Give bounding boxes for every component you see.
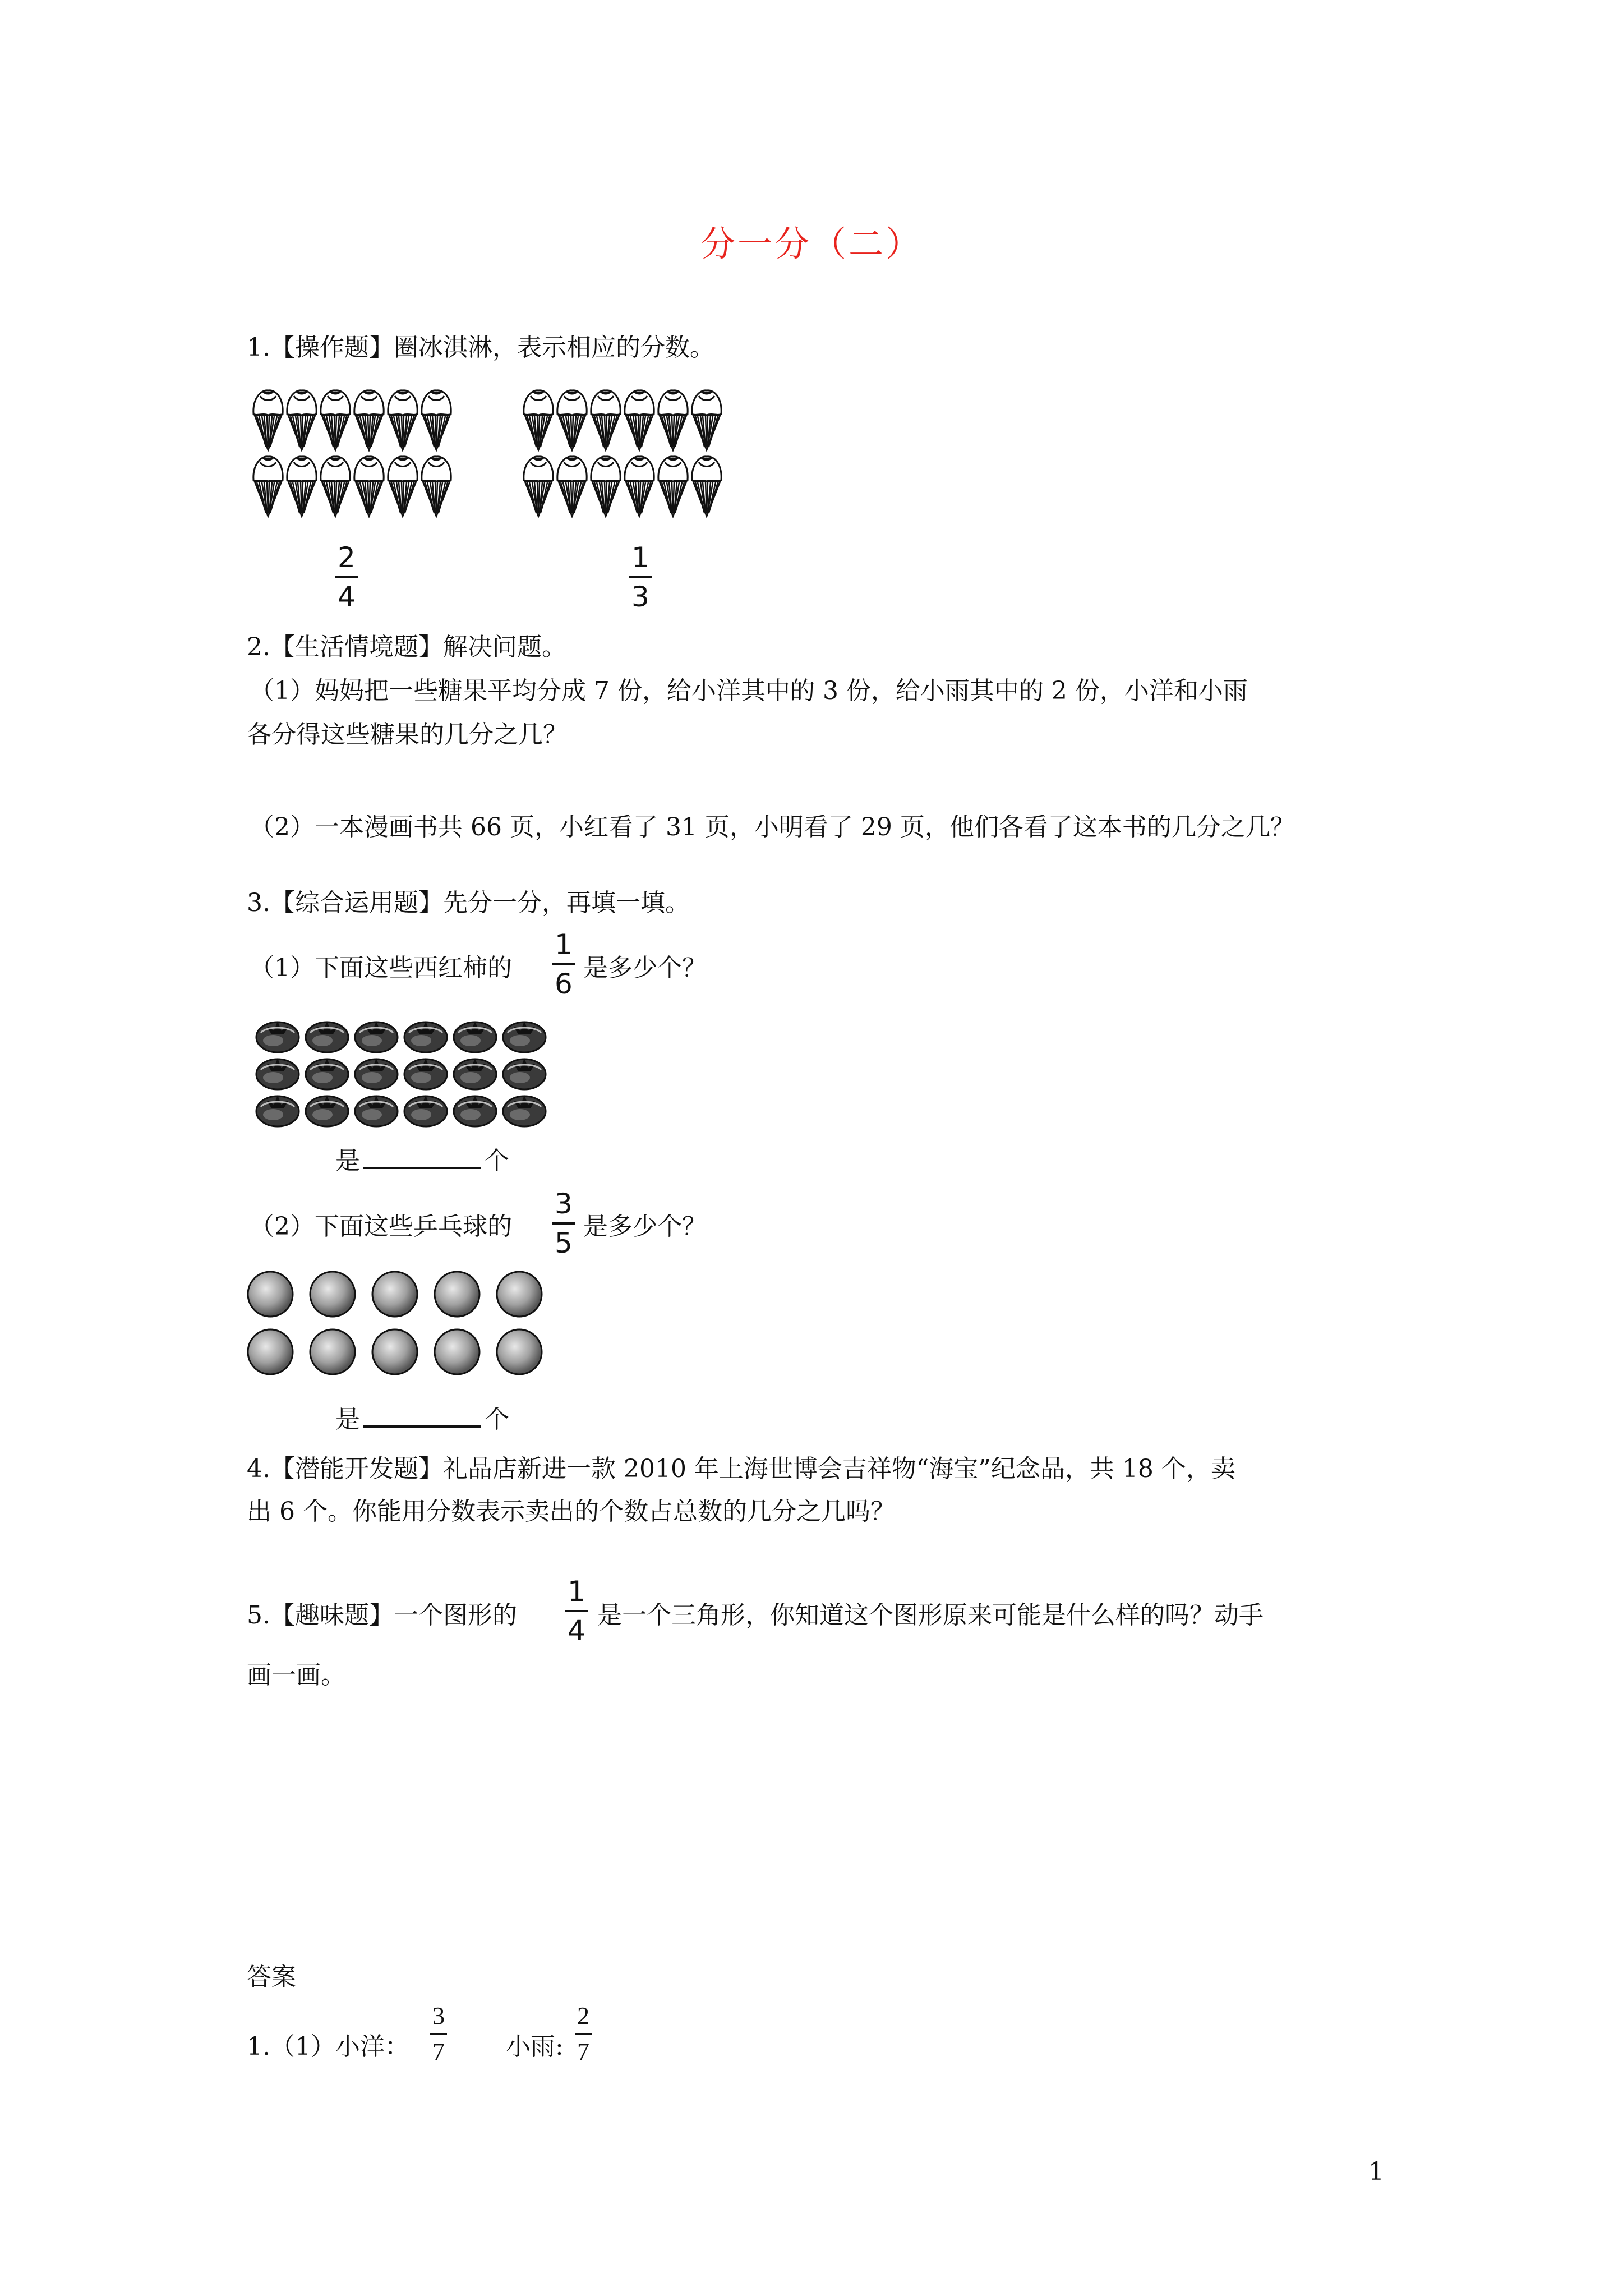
ice-cream-cone-icon xyxy=(692,457,721,516)
ice-cream-group-b xyxy=(522,387,735,522)
ice-cream-cone-icon xyxy=(253,457,283,516)
fraction-denominator: 4 xyxy=(338,581,356,613)
page-title: 分一分（二） xyxy=(700,223,923,264)
tomato-icon xyxy=(404,1022,447,1052)
answer-line-ping-pong xyxy=(335,1401,509,1438)
answers-heading: 答案 xyxy=(247,1963,296,1991)
fraction-numerator: 1 xyxy=(568,1575,585,1608)
ice-cream-cone-icon xyxy=(524,390,553,450)
ice-cream-cone-icon xyxy=(625,457,654,516)
question-5-before: 5.【趣味题】一个图形的 xyxy=(247,1601,517,1630)
ice-cream-cone-icon xyxy=(658,390,688,450)
answer-blank[interactable] xyxy=(363,1401,481,1428)
answer-prefix: 是 xyxy=(335,1405,360,1434)
tomato-icon xyxy=(355,1096,398,1126)
ping-pong-ball-icon xyxy=(310,1272,355,1317)
ice-cream-group-a xyxy=(251,387,464,522)
fraction-one-fourth xyxy=(565,1575,588,1647)
question-2-text: 2.【生活情境题】解决问题。 xyxy=(247,633,566,661)
tomato-icon xyxy=(503,1096,546,1126)
ice-cream-cone-icon xyxy=(591,457,620,516)
tomato-icon xyxy=(306,1096,348,1126)
ice-cream-cone-icon xyxy=(557,390,587,450)
question-3-text: 3.【综合运用题】先分一分，再填一填。 xyxy=(247,889,690,917)
fraction-denominator: 6 xyxy=(555,968,573,1000)
ice-cream-cone-icon xyxy=(692,390,721,450)
ice-cream-cone-icon xyxy=(388,390,417,450)
question-4-line2: 出 6 个。你能用分数表示卖出的个数占总数的几分之几吗？ xyxy=(247,1497,895,1526)
ice-cream-cone-icon xyxy=(422,390,451,450)
ice-cream-cone-icon xyxy=(524,457,553,516)
ice-cream-cone-icon xyxy=(321,390,350,450)
tomato-icon xyxy=(503,1059,546,1089)
question-5-line2: 画一画。 xyxy=(247,1661,345,1690)
question-1-text: 1.【操作题】圈冰淇淋，表示相应的分数。 xyxy=(247,333,714,362)
question-3-part2-after: 是多少个？ xyxy=(583,1212,707,1241)
tomato-icon xyxy=(404,1096,447,1126)
ice-cream-cone-icon xyxy=(557,457,587,516)
tomato-icon xyxy=(454,1022,496,1052)
ice-cream-cone-icon xyxy=(321,457,350,516)
answer-blank[interactable] xyxy=(363,1142,481,1169)
ice-cream-cone-icon xyxy=(253,390,283,450)
fraction-numerator: 1 xyxy=(555,928,573,961)
ping-pong-ball-icon xyxy=(372,1272,417,1317)
tomato-icon xyxy=(503,1022,546,1052)
ice-cream-cone-icon xyxy=(287,390,316,450)
tomato-icon xyxy=(355,1059,398,1089)
ping-pong-ball-icon xyxy=(248,1272,293,1317)
tomato-icon xyxy=(454,1096,496,1126)
fraction-denominator: 3 xyxy=(631,581,649,613)
fraction-numerator: 2 xyxy=(577,2002,589,2030)
question-3-part1-after: 是多少个？ xyxy=(583,954,707,982)
ping-pong-ball-icon xyxy=(497,1329,542,1374)
question-2-part1-line1: （1）妈妈把一些糖果平均分成 7 份，给小洋其中的 3 份，给小雨其中的 2 份，小洋和小雨 xyxy=(250,677,1248,705)
tomato-icon xyxy=(454,1059,496,1089)
tomato-icon xyxy=(306,1059,348,1089)
fraction-denominator: 4 xyxy=(568,1614,585,1647)
question-5-after: 是一个三角形，你知道这个图形原来可能是什么样的吗？动手 xyxy=(597,1601,1264,1630)
question-3-part1-before: （1）下面这些西红柿的 xyxy=(250,954,512,982)
fraction-numerator: 3 xyxy=(432,2002,445,2030)
ice-cream-cone-icon xyxy=(422,457,451,516)
fraction-numerator: 2 xyxy=(338,541,356,574)
tomato-icon xyxy=(256,1022,299,1052)
fraction-three-fifths xyxy=(552,1188,575,1259)
ice-cream-cone-icon xyxy=(625,390,654,450)
fraction-numerator: 1 xyxy=(631,541,649,574)
question-2-part1-line2: 各分得这些糖果的几分之几？ xyxy=(247,720,568,749)
fraction-denominator: 5 xyxy=(555,1227,573,1259)
ping-pong-ball-icon xyxy=(248,1329,293,1374)
page-number: 1 xyxy=(1368,2157,1384,2186)
answer-suffix: 个 xyxy=(485,1147,509,1175)
ice-cream-cone-icon xyxy=(354,457,384,516)
fraction-denominator: 7 xyxy=(577,2038,589,2065)
ping-pong-ball-icon xyxy=(372,1329,417,1374)
question-4-line1: 4.【潜能开发题】礼品店新进一款 2010 年上海世博会吉祥物“海宝”纪念品，共 18 个，卖 xyxy=(247,1455,1235,1483)
ice-cream-cone-icon xyxy=(287,457,316,516)
tomato-icon xyxy=(256,1059,299,1089)
tomato-grid xyxy=(255,1018,569,1136)
tomato-icon xyxy=(306,1022,348,1052)
tomato-icon xyxy=(355,1022,398,1052)
fraction-one-sixth xyxy=(552,928,575,1000)
ice-cream-cone-icon xyxy=(388,457,417,516)
ice-cream-cone-icon xyxy=(591,390,620,450)
ice-cream-cone-icon xyxy=(658,457,688,516)
ping-pong-ball-icon xyxy=(497,1272,542,1317)
tomato-icon xyxy=(404,1059,447,1089)
fraction-group-a xyxy=(335,541,358,613)
fraction-group-b xyxy=(629,541,652,613)
fraction-numerator: 3 xyxy=(555,1188,573,1220)
ice-cream-cone-icon xyxy=(354,390,384,450)
ping-pong-ball-icon xyxy=(435,1272,479,1317)
question-3-part2-before: （2）下面这些乒乓球的 xyxy=(250,1212,512,1241)
ping-pong-ball-grid xyxy=(247,1271,561,1388)
ping-pong-ball-icon xyxy=(310,1329,355,1374)
answer-prefix: 是 xyxy=(335,1147,360,1175)
fraction-xiaoyu xyxy=(575,2001,592,2067)
question-2-part2: （2）一本漫画书共 66 页，小红看了 31 页，小明看了 29 页，他们各看了这本书的几分之几？ xyxy=(250,813,1295,841)
answer-suffix: 个 xyxy=(485,1405,509,1434)
answer-1-prefix: 1.（1）小洋： xyxy=(247,2032,409,2061)
ping-pong-ball-icon xyxy=(435,1329,479,1374)
answer-1-xiaoyu-label: 小雨: xyxy=(506,2032,564,2061)
fraction-xiaoyang xyxy=(430,2001,447,2067)
tomato-icon xyxy=(256,1096,299,1126)
answer-line-tomato xyxy=(335,1142,509,1179)
fraction-denominator: 7 xyxy=(432,2038,445,2065)
